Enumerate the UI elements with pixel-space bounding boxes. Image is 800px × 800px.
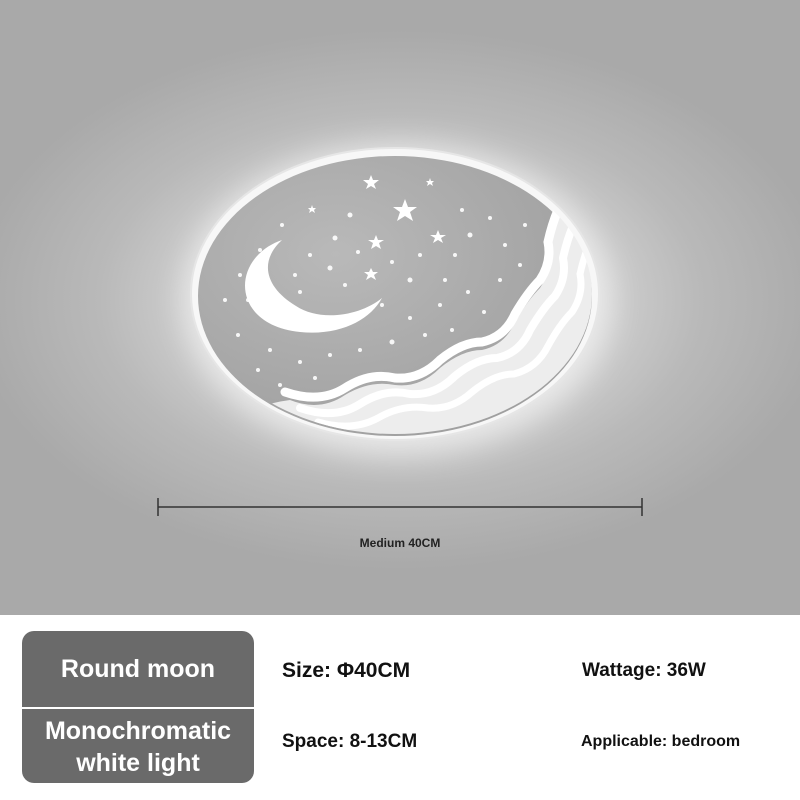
model-name-badge: Round moon — [22, 631, 254, 707]
size-caption: Medium 40CM — [359, 536, 441, 550]
spec-wattage: Wattage: 36W — [582, 660, 706, 681]
spec-size: Size: Φ40CM — [282, 659, 411, 682]
spec-applicable: Applicable: bedroom — [581, 733, 741, 750]
info-panel — [0, 615, 800, 800]
light-type-line-1: Monochromatic — [44, 717, 232, 745]
spec-space: Space: 8-13CM — [282, 731, 418, 752]
light-type-badge — [22, 709, 254, 783]
light-type-line-2: white light — [76, 749, 200, 777]
